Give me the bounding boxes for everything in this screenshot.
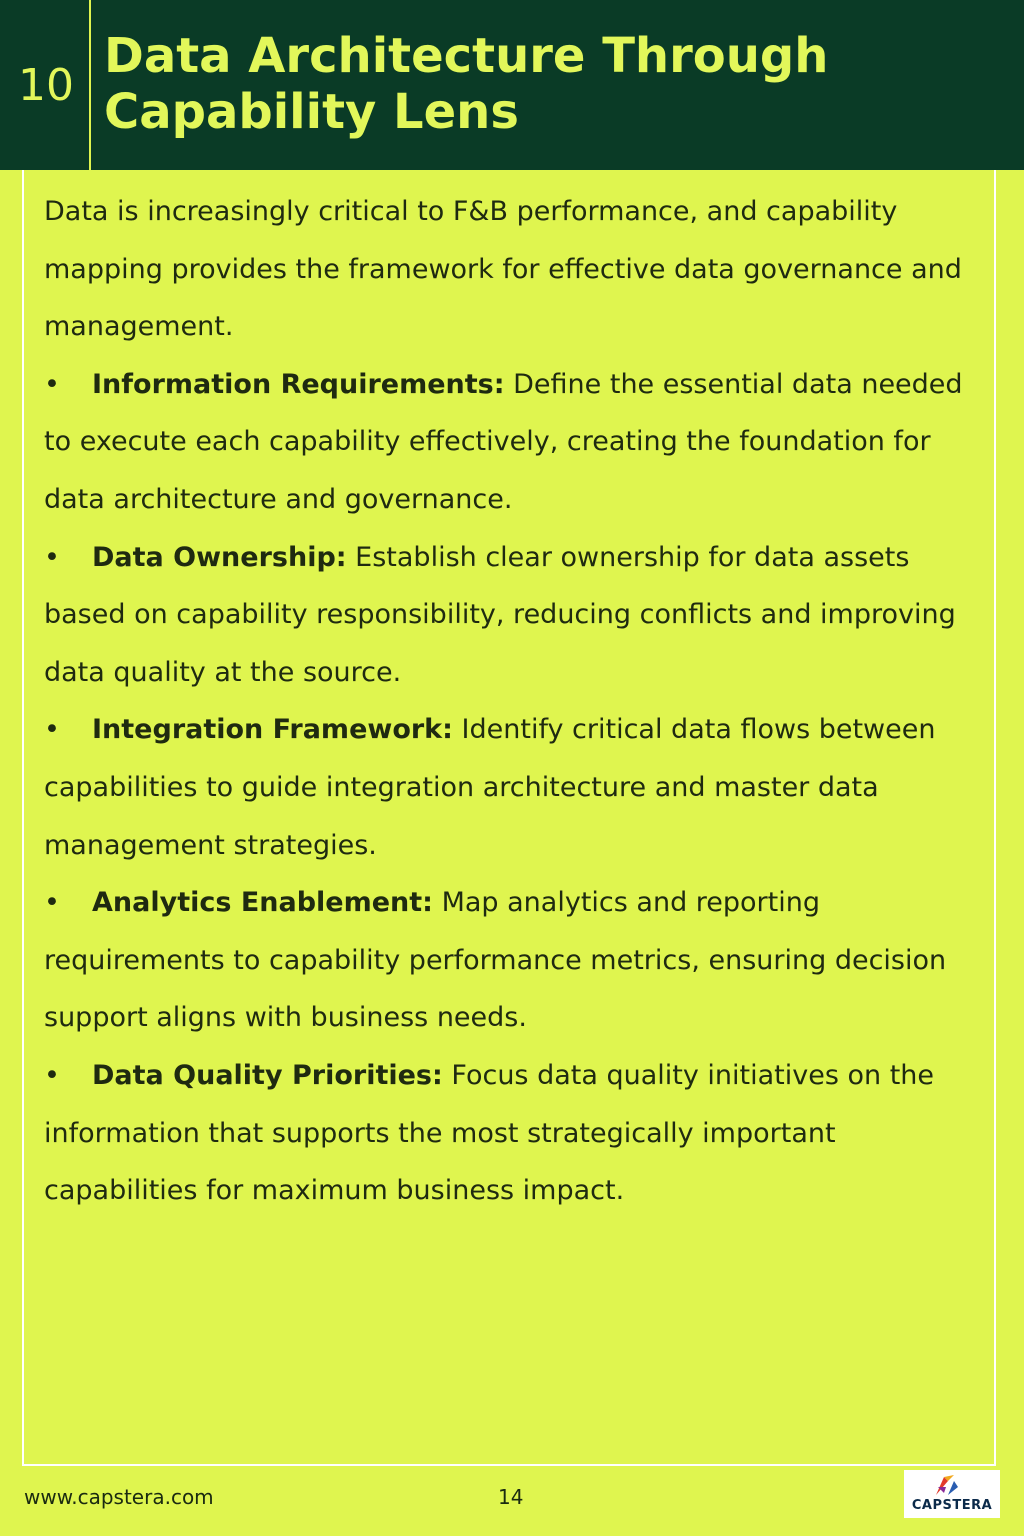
bullet-text: Map analytics and reporting requirements to capability performance metrics, ensuring decision support aligns with business needs. xyxy=(44,887,947,1034)
title-line-2: Capability Lens xyxy=(104,84,519,140)
bullet-text: Define the essential data needed to execute each capability effectively, creating the foundation for data architecture and governance. xyxy=(44,368,963,515)
bullet-item xyxy=(44,874,984,1047)
bullet-title: Data Ownership: xyxy=(92,541,347,573)
logo-mark-icon xyxy=(934,1473,970,1497)
bullet-title: Information Requirements: xyxy=(92,368,505,400)
header-divider xyxy=(89,0,91,170)
logo-text: CAPSTERA xyxy=(911,1498,993,1513)
bullet-icon: • xyxy=(44,714,60,746)
bullet-text: Identify critical data flows between capabilities to guide integration architecture and master data management strategies. xyxy=(44,714,936,861)
bullet-title: Data Quality Priorities: xyxy=(92,1059,443,1091)
page-header xyxy=(0,0,1024,170)
page-number: 14 xyxy=(498,1485,524,1509)
body-content xyxy=(44,183,984,1220)
website-link[interactable]: www.capstera.com xyxy=(24,1485,214,1509)
bullet-item xyxy=(44,1047,984,1220)
bullet-icon: • xyxy=(44,368,60,400)
bullet-item xyxy=(44,701,984,874)
chapter-number: 10 xyxy=(18,60,74,111)
bullet-icon: • xyxy=(44,887,60,919)
intro-paragraph: Data is increasingly critical to F&B performance, and capability mapping provides the framework for effective data governance and management. xyxy=(44,196,962,343)
bullet-title: Integration Framework: xyxy=(92,714,453,746)
bullet-text: Establish clear ownership for data assets based on capability responsibility, reducing conflicts and improving data quality at the source. xyxy=(44,541,956,688)
bullet-title: Analytics Enablement: xyxy=(92,887,433,919)
bullet-icon: • xyxy=(44,541,60,573)
bullet-item xyxy=(44,356,984,529)
bullet-text: Focus data quality initiatives on the information that supports the most strategically important capabilities for maximum business impact. xyxy=(44,1059,935,1207)
title-line-1: Data Architecture Through xyxy=(104,28,829,84)
bullet-item xyxy=(44,529,984,702)
capstera-logo xyxy=(904,1470,1000,1518)
page-title xyxy=(104,28,828,140)
bullet-icon: • xyxy=(44,1059,60,1091)
